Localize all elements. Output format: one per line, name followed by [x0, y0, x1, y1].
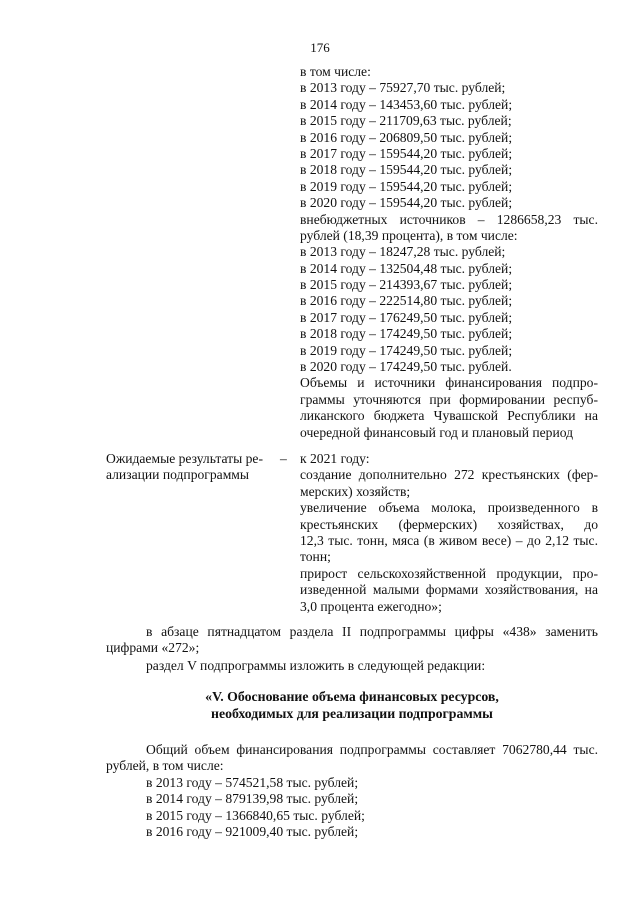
- extrabudget-year: в 2016 году – 222514,80 тыс. рублей;: [300, 293, 513, 309]
- result-line: крестьянских (фермерских) хозяйствах, до: [300, 516, 598, 532]
- extrabudget-year: в 2015 году – 214393,67 тыс. рублей;: [300, 277, 513, 293]
- funding-line: в 2020 году – 159544,20 тыс. рублей;: [300, 195, 513, 211]
- note-line: ликанского бюджета Чувашской Республики на: [300, 408, 598, 424]
- funding-line: в 2013 году – 75927,70 тыс. рублей;: [300, 80, 506, 96]
- extrabudget-year: в 2014 году – 132504,48 тыс. рублей;: [300, 260, 513, 276]
- result-line: прирост сельскохозяйственной продукции, про-: [300, 565, 598, 581]
- label-line: ализации подпрограммы: [106, 467, 250, 483]
- heading-line: необходимых для реализации подпрограммы: [211, 706, 493, 721]
- extrabudget-line: внебюджетных источников – 1286658,23 тыс.: [300, 211, 598, 227]
- expected-results-block: [300, 451, 598, 615]
- note-line: граммы уточняются при формировании респуб-: [300, 391, 598, 407]
- funding-line: в 2017 году – 159544,20 тыс. рублей;: [300, 145, 513, 161]
- section-heading: [106, 688, 598, 722]
- total-years-list: [106, 775, 598, 841]
- result-line: 12,3 тыс. тонн, мяса (в живом весе) – до 2,12 тыс.: [300, 532, 598, 548]
- note-line: очередной финансовый год и плановый период: [300, 424, 574, 440]
- result-line: 3,0 процента ежегодно»;: [300, 598, 442, 614]
- result-line: изведенной малыми формами хозяйствования, на: [300, 582, 598, 598]
- funding-line: в 2015 году – 211709,63 тыс. рублей;: [300, 113, 512, 129]
- heading-line: «V. Обоснование объема финансовых ресурсов,: [205, 689, 499, 704]
- funding-line: в 2018 году – 159544,20 тыс. рублей;: [300, 162, 513, 178]
- result-line: к 2021 году:: [300, 451, 370, 466]
- page-number: 176: [310, 40, 330, 55]
- section-v-paragraph: раздел V подпрограммы изложить в следующей редакции:: [146, 658, 486, 673]
- result-line: тонн;: [300, 549, 331, 565]
- extrabudget-year: в 2013 году – 18247,28 тыс. рублей;: [300, 244, 506, 260]
- extrabudget-year: в 2018 году – 174249,50 тыс. рублей;: [300, 326, 513, 342]
- label-line: Ожидаемые результаты ре-: [106, 451, 263, 466]
- funding-line: в том числе:: [300, 64, 371, 79]
- result-line: мерских) хозяйств;: [300, 483, 411, 499]
- label-dash: –: [280, 451, 287, 466]
- extrabudget-year: в 2020 году – 174249,50 тыс. рублей.: [300, 359, 512, 375]
- expected-results-label: [106, 451, 284, 484]
- total-year-line: в 2014 году – 879139,98 тыс. рублей;: [146, 791, 359, 807]
- total-year-line: в 2013 году – 574521,58 тыс. рублей;: [146, 775, 359, 790]
- total-year-line: в 2016 году – 921009,40 тыс. рублей;: [146, 824, 359, 840]
- funding-block: [300, 64, 598, 441]
- result-line: увеличение объема молока, произведенного в: [300, 500, 598, 516]
- funding-line: в 2019 году – 159544,20 тыс. рублей;: [300, 178, 513, 194]
- amendment-paragraph: в абзаце пятнадцатом раздела II подпрограммы цифры «438» заменить цифрами «272»;: [106, 624, 598, 656]
- total-paragraph: Общий объем финансирования подпрограммы составляет 7062780,44 тыс. рублей, в том числе:: [106, 742, 598, 774]
- funding-line: в 2016 году – 206809,50 тыс. рублей;: [300, 129, 513, 145]
- extrabudget-year: в 2019 году – 174249,50 тыс. рублей;: [300, 342, 513, 358]
- extrabudget-year: в 2017 году – 176249,50 тыс. рублей;: [300, 309, 513, 325]
- funding-line: в 2014 году – 143453,60 тыс. рублей;: [300, 96, 513, 112]
- result-line: создание дополнительно 272 крестьянских (фер-: [300, 467, 598, 483]
- note-line: Объемы и источники финансирования подпро-: [300, 375, 598, 391]
- total-year-line: в 2015 году – 1366840,65 тыс. рублей;: [146, 807, 365, 823]
- extrabudget-line: рублей (18,39 процента), в том числе:: [300, 227, 518, 243]
